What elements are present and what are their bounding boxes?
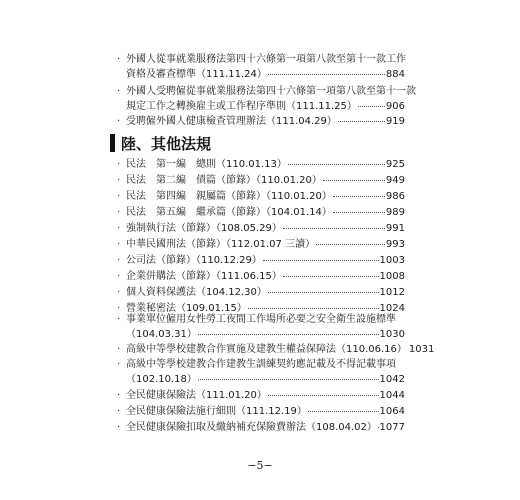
leader-dots xyxy=(283,267,379,277)
toc-page-number: 1030 xyxy=(379,329,405,340)
toc-entry-label: 民法 第四編 親屬篇（節錄）（110.01.20） xyxy=(126,191,332,202)
toc-page-number: 906 xyxy=(385,101,405,112)
toc-entry: · 受聘僱外國人健康檢查管理辦法（111.04.29） 919 xyxy=(117,114,405,129)
toc-entry xyxy=(126,327,405,342)
toc-page-number: 949 xyxy=(385,175,405,186)
toc-page-number: 991 xyxy=(385,223,405,234)
toc-entry-line1: · 高級中等學校建教合作建教生訓練契約應記載及不得記載事項 xyxy=(117,359,396,370)
section-header xyxy=(110,134,211,152)
section-marker xyxy=(110,134,115,152)
leader-dots xyxy=(358,97,385,107)
toc-page-number: 993 xyxy=(385,239,405,250)
toc-entry-line1: · 外國人從事就業服務法第四十六條第一項第八款至第十一款工作 xyxy=(117,54,406,65)
toc-page-number: 1044 xyxy=(379,390,405,401)
toc-entry: · 個人資料保護法（104.12.30） 1012 xyxy=(117,285,405,300)
leader-dots xyxy=(323,171,385,181)
leader-dots xyxy=(248,299,379,309)
leader-dots xyxy=(268,283,379,293)
leader-dots xyxy=(288,155,385,165)
leader-dots xyxy=(268,65,385,75)
toc-entry: · 全民健康保險法施行細則（111.12.19） 1064 xyxy=(117,404,405,419)
toc-page-number: 1031 xyxy=(408,344,435,355)
leader-dots xyxy=(333,187,385,197)
leader-dots xyxy=(198,370,379,380)
toc-entry-label: 公司法（節錄）（110.12.29） xyxy=(126,255,262,266)
toc-page-number: 989 xyxy=(385,207,405,218)
toc-entry: · 民法 第四編 親屬篇（節錄）（110.01.20） 986 xyxy=(117,189,405,204)
toc-entry: · 強制執行法（節錄）（108.05.29） 991 xyxy=(117,221,405,236)
toc-entry: · 民法 第二編 債篇（節錄）（110.01.20） 949 xyxy=(117,173,405,188)
leader-dots xyxy=(283,219,385,229)
toc-entry: · 公司法（節錄）（110.12.29） 1003 xyxy=(117,253,405,268)
toc-entry: · 企業併購法（節錄）（111.06.15） 1008 xyxy=(117,269,405,284)
toc-entry-label: 全民健康保險法（111.01.20） xyxy=(126,390,267,401)
toc-entry: · 民法 第五編 繼承篇（節錄）（104.01.14） 989 xyxy=(117,205,405,220)
toc-entry: · 全民健康保險法（111.01.20） 1044 xyxy=(117,388,405,403)
page-number-footer: −5− xyxy=(247,459,273,472)
toc-entry-label: 中華民國刑法（節錄）（112.01.07 三讀） xyxy=(126,239,316,250)
toc-entry: · 民法 第一編 總則（110.01.13） 925 xyxy=(117,157,405,172)
toc-page-number: 986 xyxy=(385,191,405,202)
leader-dots xyxy=(263,251,379,261)
toc-page-number: 1024 xyxy=(379,303,405,314)
toc-entry xyxy=(126,67,405,82)
toc-entry-label: （102.10.18） xyxy=(126,374,197,385)
leader-dots xyxy=(268,386,379,396)
leader-dots xyxy=(198,325,379,335)
leader-dots xyxy=(308,402,379,412)
toc-entry-label: 民法 第一編 總則（110.01.13） xyxy=(126,159,287,170)
toc-entry-label: 營業秘密法（109.01.15） xyxy=(126,303,247,314)
leader-dots xyxy=(333,203,385,213)
toc-page-number: 925 xyxy=(385,159,405,170)
toc-page-number: 1064 xyxy=(379,406,405,417)
toc-entry-label: 強制執行法（節錄）（108.05.29） xyxy=(126,223,282,234)
toc-entry-line1: · 事業單位僱用女性勞工夜間工作場所必要之安全衛生設施標準 xyxy=(117,314,396,325)
toc-entry-label: 全民健康保險法施行細則（111.12.19） xyxy=(126,406,307,417)
toc-entry: · 中華民國刑法（節錄）（112.01.07 三讀） 993 xyxy=(117,237,405,252)
toc-entry: · 全民健康保險扣取及繳納補充保險費辦法（108.04.02） 1077 xyxy=(117,422,405,433)
toc-entry-label: 個人資料保護法（104.12.30） xyxy=(126,287,267,298)
toc-entry xyxy=(126,372,405,387)
toc-page-number: 1012 xyxy=(379,287,405,298)
toc-entry-label: 民法 第二編 債篇（節錄）（110.01.20） xyxy=(126,175,322,186)
toc-page-number: 1008 xyxy=(379,271,405,282)
toc-page-number: 1077 xyxy=(379,422,405,433)
toc-entry-label: 民法 第五編 繼承篇（節錄）（104.01.14） xyxy=(126,207,332,218)
toc-entry-label: 企業併購法（節錄）（111.06.15） xyxy=(126,271,282,282)
toc-entry-label: （104.03.31） xyxy=(126,329,197,340)
section-title: 陸、其他法規 xyxy=(121,134,212,153)
toc-page-number: 884 xyxy=(385,69,405,80)
toc-page-number: 1003 xyxy=(379,255,405,266)
leader-dots xyxy=(338,112,385,122)
toc-entry-label: 高級中等學校建教合作實施及建教生權益保障法（110.06.16） xyxy=(126,344,407,355)
toc-entry-label: 受聘僱外國人健康檢查管理辦法（111.04.29） xyxy=(126,116,337,127)
leader-dots xyxy=(316,235,385,245)
toc-page-number: 1042 xyxy=(379,374,405,385)
toc-entry: · 營業秘密法（109.01.15） 1024 xyxy=(117,301,405,316)
toc-entry-label: 全民健康保險扣取及繳納補充保險費辦法（108.04.02） xyxy=(126,422,377,433)
toc-entry-label: 資格及審查標準（111.11.24） xyxy=(126,69,267,80)
toc-page-number: 919 xyxy=(385,116,405,127)
toc-entry-label: 規定工作之轉換雇主或工作程序準則（111.11.25） xyxy=(126,101,357,112)
toc-entry: · 高級中等學校建教合作實施及建教生權益保障法（110.06.16） 1031 xyxy=(117,344,435,355)
toc-entry-line1: · 外國人受聘僱從事就業服務法第四十六條第一項第八款至第十一款 xyxy=(117,86,416,97)
leader-dots xyxy=(378,418,379,428)
